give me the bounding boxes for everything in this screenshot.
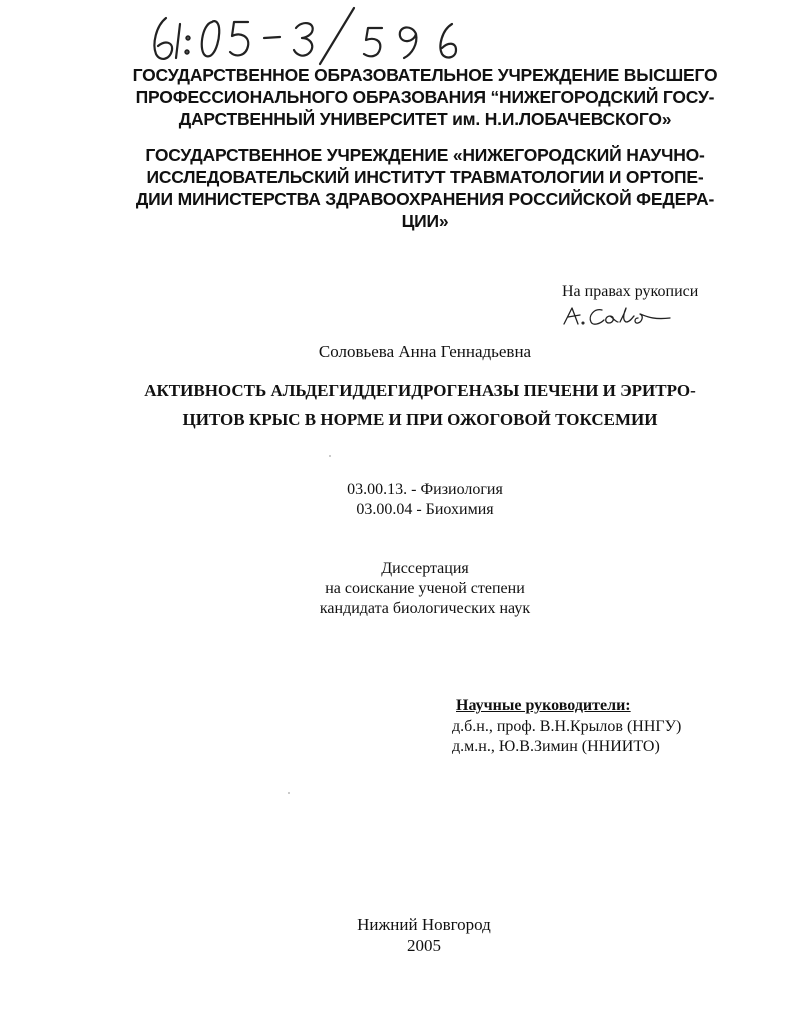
author-signature (560, 300, 680, 328)
author-signature-handwriting (560, 300, 680, 328)
city: Нижний Новгород (357, 915, 491, 934)
archive-stamp (140, 4, 480, 66)
supervisors-heading: Научные руководители: (456, 697, 631, 714)
scan-speck (329, 455, 331, 457)
manuscript-rights-label: На правах рукописи (562, 283, 699, 300)
organization-1-line: ДАРСТВЕННЫЙ УНИВЕРСИТЕТ им. Н.И.ЛОБАЧЕВСКОГО» (178, 109, 672, 129)
dissertation-type-line: кандидата биологических наук (319, 600, 531, 617)
organization-1-line: ГОСУДАРСТВЕННОЕ ОБРАЗОВАТЕЛЬНОЕ УЧРЕЖДЕНИЕ ВЫСШЕГО (132, 65, 718, 85)
dissertation-title-line: ЦИТОВ КРЫС В НОРМЕ И ПРИ ОЖОГОВОЙ ТОКСЕМИИ (182, 410, 658, 429)
specialty-code: 03.00.13. - Физиология (347, 481, 503, 498)
specialty-code: 03.00.04 - Биохимия (356, 501, 494, 518)
supervisor-entry: д.б.н., проф. В.Н.Крылов (ННГУ) (452, 718, 682, 735)
author-name: Соловьева Анна Геннадьевна (318, 342, 532, 361)
dissertation-title-line: АКТИВНОСТЬ АЛЬДЕГИДДЕГИДРОГЕНАЗЫ ПЕЧЕНИ И ЭРИТРО- (144, 381, 696, 400)
organization-1-line: ПРОФЕССИОНАЛЬНОГО ОБРАЗОВАНИЯ “НИЖЕГОРОДСКИЙ ГОСУ- (135, 87, 715, 107)
dissertation-type-line: Диссертация (381, 560, 469, 577)
supervisor-entry: д.м.н., Ю.В.Зимин (ННИИТО) (452, 738, 660, 755)
dissertation-type-line: на соискание ученой степени (325, 580, 525, 597)
archive-stamp-handwriting (140, 4, 480, 66)
organization-1-block (100, 64, 750, 130)
organization-2-line: ДИИ МИНИСТЕРСТВА ЗДРАВООХРАНЕНИЯ РОССИЙСКОЙ ФЕДЕРА- (135, 189, 715, 209)
organization-2-line: ИССЛЕДОВАТЕЛЬСКИЙ ИНСТИТУТ ТРАВМАТОЛОГИИ И ОРТОПЕ- (146, 167, 704, 187)
organization-2-line: ЦИИ» (401, 211, 449, 231)
organization-2-block (100, 144, 750, 232)
organization-2-line: ГОСУДАРСТВЕННОЕ УЧРЕЖДЕНИЕ «НИЖЕГОРОДСКИЙ НАУЧНО- (145, 145, 705, 165)
year: 2005 (407, 936, 441, 955)
scan-speck (288, 792, 290, 794)
